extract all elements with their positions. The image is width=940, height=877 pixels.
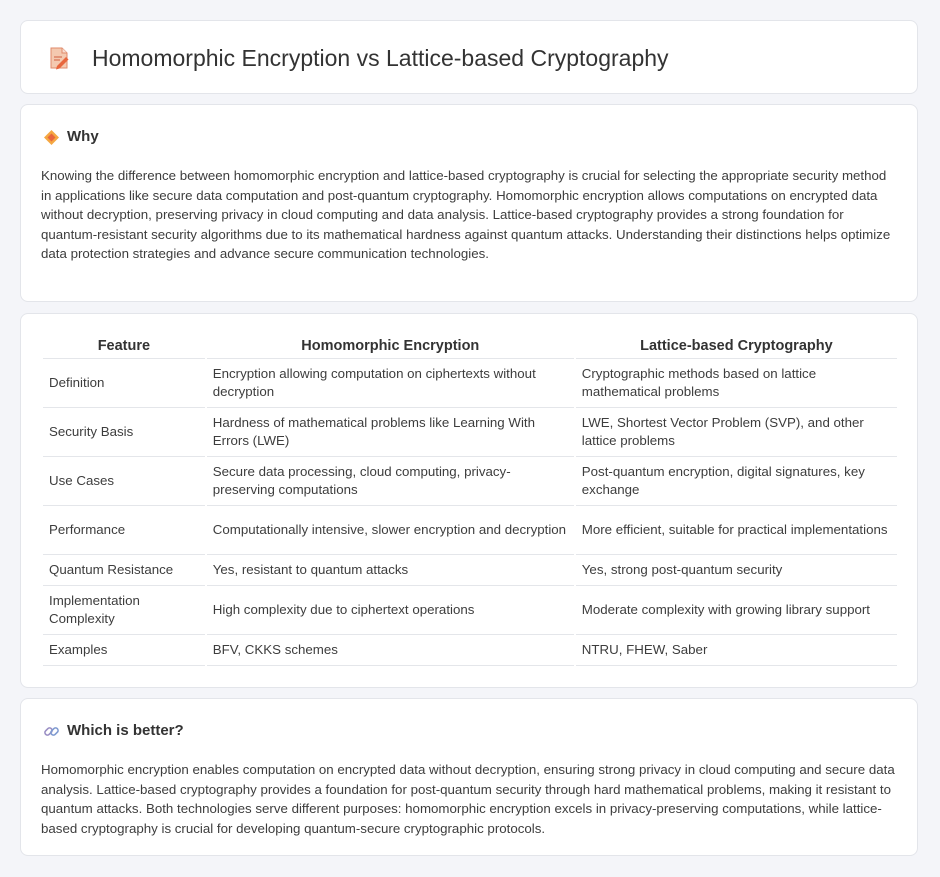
homomorphic-cell: Hardness of mathematical problems like Learning With Errors (LWE) — [207, 408, 574, 457]
lattice-cell: LWE, Shortest Vector Problem (SVP), and other lattice problems — [576, 408, 897, 457]
better-text: Homomorphic encryption enables computation on encrypted data without decryption, ensuring strong privacy in cloud computing and secure data analysis. Lattice-based cryptography provides a foundation for post-quantum security through hard mathematical problems, making it resistant to quantum attacks. Both technologies serve different purposes: homomorphic encryption excels in privacy-preserving computations, while lattice-based cryptography is crucial for developing quantum-secure cryptographic protocols. — [41, 762, 895, 836]
which-is-better-section — [20, 698, 918, 856]
header-homomorphic: Homomorphic Encryption — [207, 334, 574, 359]
homomorphic-cell: BFV, CKKS schemes — [207, 635, 574, 666]
homomorphic-cell: Encryption allowing computation on ciphertexts without decryption — [207, 359, 574, 408]
feature-cell: Use Cases — [43, 457, 205, 506]
table-row — [43, 408, 897, 457]
link-icon — [43, 723, 60, 740]
comparison-table — [41, 334, 899, 666]
table-row — [43, 555, 897, 586]
document-pencil-icon — [48, 46, 70, 70]
table-row — [43, 359, 897, 408]
diamond-icon — [43, 129, 60, 146]
lattice-cell: NTRU, FHEW, Saber — [576, 635, 897, 666]
lattice-cell: Moderate complexity with growing library support — [576, 586, 897, 635]
why-heading: Why — [67, 128, 99, 145]
lattice-cell: Yes, strong post-quantum security — [576, 555, 897, 586]
why-text: Knowing the difference between homomorphic encryption and lattice-based cryptography is crucial for selecting the appropriate security method in applications like secure data computation and post-quantum cryptography. Homomorphic encryption allows computations on encrypted data without decryption, preserving privacy in cloud computing and data analysis. Lattice-based cryptography provides a strong foundation for quantum-resistant security algorithms due to its mathematical hardness against quantum attacks. Understanding their distinctions helps optimize data protection strategies and advance secure communication technologies. — [41, 168, 891, 261]
header-card — [20, 20, 918, 94]
table-row — [43, 635, 897, 666]
feature-cell: Performance — [43, 506, 205, 555]
table-header-row — [43, 334, 897, 359]
comparison-section — [20, 313, 918, 688]
better-heading: Which is better? — [67, 722, 184, 739]
table-row — [43, 586, 897, 635]
header-lattice: Lattice-based Cryptography — [576, 334, 897, 359]
homomorphic-cell: Yes, resistant to quantum attacks — [207, 555, 574, 586]
lattice-cell: Post-quantum encryption, digital signatures, key exchange — [576, 457, 897, 506]
feature-cell: Definition — [43, 359, 205, 408]
table-row — [43, 506, 897, 555]
feature-cell: Quantum Resistance — [43, 555, 205, 586]
why-section — [20, 104, 918, 302]
homomorphic-cell: High complexity due to ciphertext operations — [207, 586, 574, 635]
page-title: Homomorphic Encryption vs Lattice-based Cryptography — [92, 45, 669, 71]
feature-cell: Implementation Complexity — [43, 586, 205, 635]
lattice-cell: Cryptographic methods based on lattice mathematical problems — [576, 359, 897, 408]
header-feature: Feature — [43, 334, 205, 359]
table-row — [43, 457, 897, 506]
lattice-cell: More efficient, suitable for practical implementations — [576, 506, 897, 555]
homomorphic-cell: Computationally intensive, slower encryption and decryption — [207, 506, 574, 555]
feature-cell: Examples — [43, 635, 205, 666]
feature-cell: Security Basis — [43, 408, 205, 457]
homomorphic-cell: Secure data processing, cloud computing, privacy-preserving computations — [207, 457, 574, 506]
